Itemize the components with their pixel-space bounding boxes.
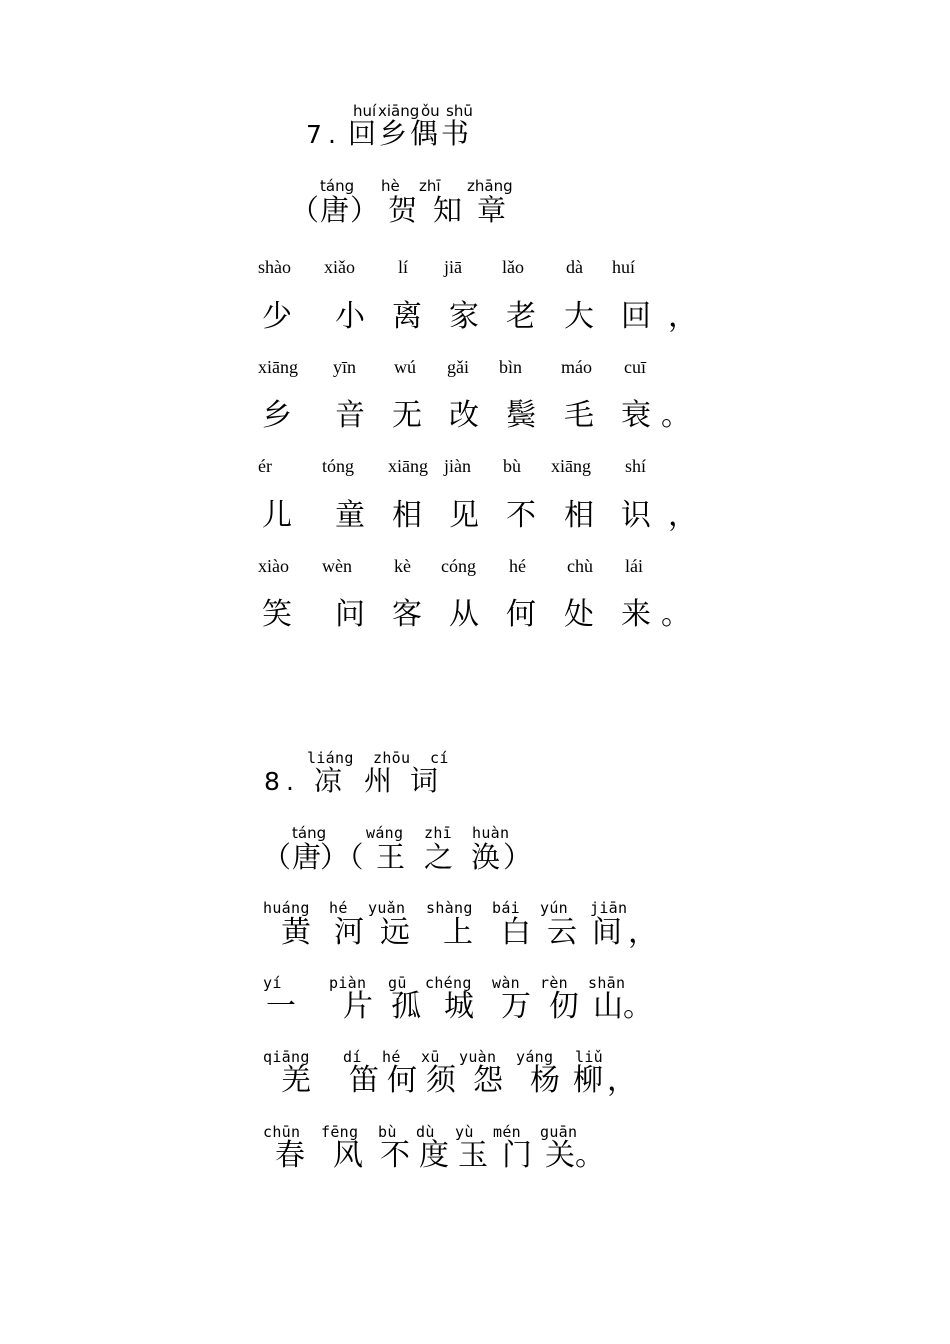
line-pinyin: bái	[492, 899, 520, 917]
line-pinyin: shān	[588, 974, 626, 992]
line-char: 羌	[281, 1063, 311, 1098]
title-pinyin: huí	[353, 102, 377, 120]
line-char: 从	[449, 597, 479, 632]
line-char: 万	[501, 989, 531, 1024]
title-char: 词	[410, 764, 439, 797]
line-char: 河	[334, 915, 364, 950]
line-char: 何	[387, 1063, 417, 1098]
line-char: 问	[335, 597, 365, 632]
title-pinyin: zhōu	[373, 749, 411, 767]
line-char: 度	[419, 1138, 449, 1173]
line-char: 客	[392, 597, 422, 632]
title-char: 乡	[379, 117, 408, 150]
punctuation: 。	[623, 989, 653, 1024]
author-paren: （	[290, 193, 320, 227]
title-pinyin: ǒu	[421, 102, 440, 120]
line-char: 玉	[458, 1138, 488, 1173]
line-pinyin: yīn	[333, 357, 357, 377]
line-char: 回	[621, 299, 651, 334]
line-pinyin: chūn	[263, 1123, 301, 1141]
line-char: 白	[501, 915, 531, 950]
line-pinyin: dí	[343, 1048, 362, 1066]
line-pinyin: rèn	[540, 974, 568, 992]
punctuation: 。	[661, 597, 691, 632]
line-char: 远	[380, 915, 410, 950]
author-pinyin: táng	[292, 824, 327, 842]
line-pinyin: yún	[540, 899, 568, 917]
punctuation: ，	[628, 915, 658, 950]
line-pinyin: cóng	[441, 556, 476, 576]
author-char: 涣	[471, 840, 501, 874]
line-char: 毛	[564, 398, 594, 433]
author-pinyin: huàn	[472, 824, 510, 842]
title-char: 州	[364, 764, 393, 797]
line-pinyin: hé	[382, 1048, 401, 1066]
author-paren: ）	[350, 193, 380, 227]
line-pinyin: kè	[394, 556, 411, 576]
line-pinyin: lí	[398, 257, 409, 277]
line-pinyin: xū	[421, 1048, 440, 1066]
line-char: 不	[506, 498, 536, 533]
title-pinyin: liáng	[307, 749, 354, 767]
line-char: 处	[564, 597, 594, 632]
line-pinyin: xiāng	[551, 456, 591, 476]
author-char: 知	[433, 193, 463, 227]
line-char: 笛	[349, 1063, 379, 1098]
line-char: 见	[449, 498, 479, 533]
line-pinyin: jiā	[444, 257, 462, 277]
line-char: 怨	[473, 1063, 503, 1098]
line-pinyin: huáng	[263, 899, 310, 917]
line-char: 一	[266, 989, 296, 1024]
line-pinyin: yáng	[516, 1048, 554, 1066]
poem-number: 8	[264, 767, 280, 796]
line-pinyin: ér	[258, 456, 272, 476]
poem-number: 7	[306, 120, 322, 149]
punctuation: ，	[668, 299, 698, 334]
author-pinyin: wáng	[366, 824, 404, 842]
line-pinyin: hé	[329, 899, 348, 917]
punctuation: 。	[575, 1138, 605, 1173]
line-char: 童	[335, 498, 365, 533]
line-char: 片	[343, 989, 373, 1024]
poem-number-dot: .	[328, 120, 336, 149]
line-char: 不	[380, 1138, 410, 1173]
title-pinyin: xiāng	[378, 102, 420, 120]
line-char: 小	[335, 299, 365, 334]
line-char: 相	[392, 498, 422, 533]
author-paren: ）	[503, 840, 533, 874]
line-char: 儿	[262, 498, 292, 533]
line-pinyin: piàn	[329, 974, 367, 992]
line-char: 关	[545, 1138, 575, 1173]
line-pinyin: gǎi	[447, 357, 469, 377]
line-char: 少	[262, 299, 292, 334]
line-char: 相	[564, 498, 594, 533]
line-pinyin: dù	[416, 1123, 435, 1141]
author-pinyin: zhī	[424, 824, 452, 842]
line-pinyin: xiāng	[388, 456, 428, 476]
author-char: 贺	[388, 193, 418, 227]
line-pinyin: gū	[388, 974, 407, 992]
author-char: 章	[477, 193, 507, 227]
line-char: 改	[449, 398, 479, 433]
line-char: 上	[443, 915, 473, 950]
line-pinyin: wú	[394, 357, 416, 377]
line-char: 黄	[281, 915, 311, 950]
line-pinyin: jiān	[590, 899, 628, 917]
line-pinyin: xiǎo	[324, 257, 355, 277]
line-pinyin: yuàn	[459, 1048, 497, 1066]
line-char: 须	[426, 1063, 456, 1098]
line-char: 孤	[391, 989, 421, 1024]
line-char: 云	[547, 915, 577, 950]
author-pinyin: zhāng	[467, 177, 513, 195]
line-pinyin: hé	[509, 556, 526, 576]
line-pinyin: lǎo	[502, 257, 524, 277]
line-char: 间	[592, 915, 622, 950]
title-char: 凉	[314, 764, 343, 797]
author-pinyin: táng	[320, 177, 355, 195]
line-pinyin: shí	[625, 456, 647, 476]
line-char: 老	[506, 299, 536, 334]
punctuation: ，	[668, 498, 698, 533]
line-pinyin: shào	[258, 257, 291, 277]
author-dynasty: 唐	[320, 193, 350, 227]
line-char: 大	[564, 299, 594, 334]
line-pinyin: máo	[561, 357, 592, 377]
line-char: 笑	[262, 597, 292, 632]
line-char: 乡	[262, 398, 292, 433]
line-char: 无	[392, 398, 422, 433]
line-pinyin: mén	[493, 1123, 521, 1141]
line-char: 柳	[573, 1063, 603, 1098]
line-char: 识	[621, 498, 651, 533]
line-pinyin: lái	[625, 556, 643, 576]
line-pinyin: tóng	[322, 456, 355, 476]
author-pinyin: zhī	[419, 177, 441, 195]
title-char: 书	[441, 117, 470, 150]
author-paren: ）（	[320, 840, 364, 874]
line-char: 来	[621, 597, 651, 632]
line-char: 杨	[530, 1063, 560, 1098]
line-pinyin: shàng	[426, 899, 473, 917]
line-pinyin: fēng	[321, 1123, 359, 1141]
line-pinyin: yù	[455, 1123, 474, 1141]
line-char: 风	[333, 1138, 363, 1173]
punctuation: ，	[607, 1063, 637, 1098]
author-paren: （	[262, 840, 292, 874]
line-pinyin: jiàn	[444, 456, 471, 476]
line-pinyin: bù	[378, 1123, 397, 1141]
line-char: 春	[275, 1138, 305, 1173]
line-pinyin: liǔ	[575, 1048, 603, 1066]
line-pinyin: yí	[263, 974, 282, 992]
line-pinyin: wèn	[322, 556, 352, 576]
title-char: 回	[348, 117, 377, 150]
line-char: 何	[506, 597, 536, 632]
author-char: 之	[424, 840, 454, 874]
author-pinyin: hè	[381, 177, 400, 195]
title-pinyin: cí	[430, 749, 449, 767]
line-pinyin: qiāng	[263, 1048, 310, 1066]
title-pinyin: shū	[446, 102, 473, 120]
line-char: 门	[502, 1138, 532, 1173]
line-pinyin: xiào	[258, 556, 289, 576]
author-dynasty: 唐	[292, 840, 322, 874]
line-char: 衰	[621, 398, 651, 433]
line-pinyin: wàn	[492, 974, 520, 992]
line-char: 鬓	[506, 398, 536, 433]
line-pinyin: huí	[612, 257, 636, 277]
line-pinyin: cuī	[624, 357, 646, 377]
line-char: 离	[392, 299, 422, 334]
line-pinyin: guān	[540, 1123, 578, 1141]
punctuation: 。	[661, 398, 691, 433]
line-pinyin: xiāng	[258, 357, 298, 377]
author-char: 王	[376, 840, 406, 874]
poem-number-dot: .	[286, 767, 294, 796]
line-pinyin: chéng	[425, 974, 472, 992]
line-pinyin: yuǎn	[368, 899, 406, 917]
line-pinyin: chù	[567, 556, 593, 576]
line-pinyin: dà	[566, 257, 583, 277]
line-char: 城	[444, 989, 474, 1024]
title-char: 偶	[410, 117, 439, 150]
line-pinyin: bìn	[499, 357, 523, 377]
line-char: 山	[593, 989, 623, 1024]
line-char: 家	[449, 299, 479, 334]
line-char: 音	[335, 398, 365, 433]
line-pinyin: bù	[503, 456, 521, 476]
line-char: 仞	[549, 989, 579, 1024]
